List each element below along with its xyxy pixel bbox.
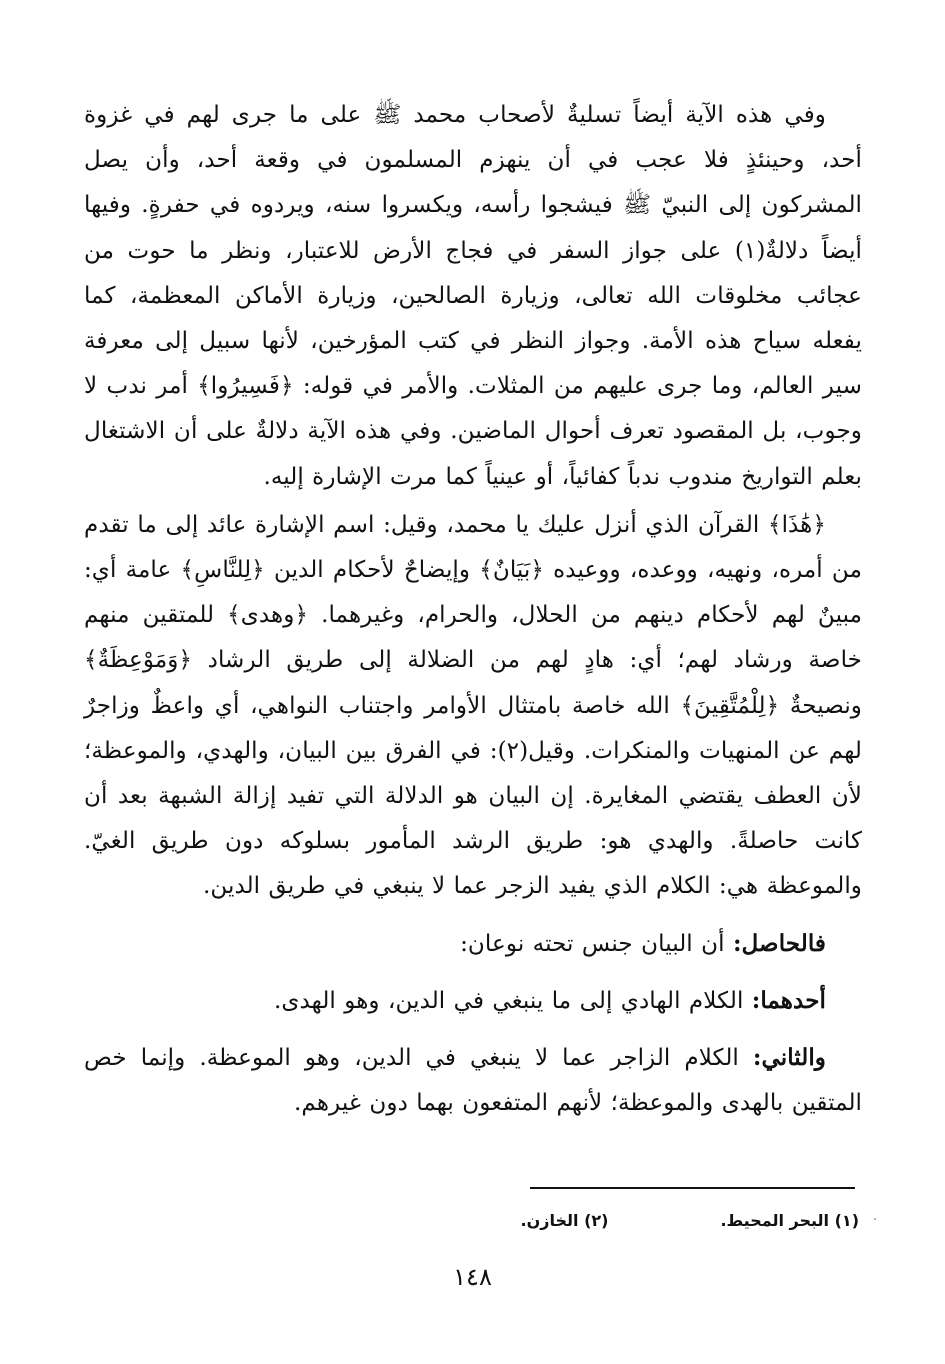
item-one-label: أحدهما: (751, 986, 826, 1014)
main-text (84, 92, 862, 1125)
footnote-separator (530, 1187, 855, 1189)
item-two-line (84, 1035, 862, 1125)
item-two-text: الكلام الزاجر عما لا ينبغي في الدين، وهو الموعظة. وإنما خص المتقين بالهدى والموعظة؛ لأنهم المتفعون بهما دون غيرهم. (84, 1044, 862, 1117)
item-one-text: الكلام الهادي إلى ما ينبغي في الدين، وهو الهدى. (273, 986, 752, 1014)
paragraph-2: ﴿هَٰذَا﴾ القرآن الذي أنزل عليك يا محمد، وقيل: اسم الإشارة عائد إلى ما تقدم من أمره، ونهيه، ووعده، ووعيده ﴿بَيَانٌ﴾ وإيضاحٌ لأحكام الدين ﴿لِلنَّاسِ﴾ عامة أي: مبينٌ لهم لأحكام دينهم من الحلال، والحرام، وغيرهما. ﴿وهدى﴾ للمتقين منهم خاصة ورشاد لهم؛ أي: هادٍ لهم من الضلالة إلى طريق الرشاد ﴿وَمَوْعِظَةٌ﴾ ونصيحةٌ ﴿لِلْمُتَّقِينَ﴾ الله خاصة بامتثال الأوامر واجتناب النواهي، أي واعظٌ وزاجرٌ لهم عن المنهيات والمنكرات. وقيل(٢): في الفرق بين البيان، والهدي، والموعظة؛ لأن العطف يقتضي المغايرة. إن البيان هو الدلالة التي تفيد إزالة الشبهة بعد أن كانت حاصلةً. والهدي هو: طريق الرشد المأمور بسلوكه دون طريق الغيّ. والموعظة هي: الكلام الذي يفيد الزجر عما لا ينبغي في طريق الدين. (84, 510, 862, 900)
margin-dot (874, 1218, 876, 1220)
footnote-1: (١) البحر المحيط. (720, 1211, 859, 1230)
footnotes (324, 1209, 859, 1233)
summary-label: فالحاصل: (732, 929, 826, 957)
footnote-2: (٢) الخازن. (520, 1211, 609, 1230)
item-two-label: والثاني: (752, 1044, 826, 1072)
item-one-line (84, 978, 862, 1023)
summary-line (84, 921, 862, 966)
paragraph-1: وفي هذه الآية أيضاً تسليةٌ لأصحاب محمد ﷺ على ما جرى لهم في غزوة أحد، وحينئذٍ فلا عجب في أن ينهزم المسلمون في وقعة أحد، وأن يصل المشركون إلى النبيّ ﷺ فيشجوا رأسه، ويكسروا سنه، ويردوه في حفرةٍ. وفيها أيضاً دلالةٌ(١) على جواز السفر في فجاج الأرض للاعتبار، ونظر ما حوت من عجائب مخلوقات الله تعالى، وزيارة الصالحين، وزيارة الأماكن المعظمة، كما يفعله سياح هذه الأمة. وجواز النظر في كتب المؤرخين، لأنها سبيل إلى معرفة سير العالم، وما جرى عليهم من المثلات. والأمر في قوله: ﴿فَسِيرُوا﴾ أمر ندب لا وجوب، بل المقصود تعرف أحوال الماضين. وفي هذه الآية دلالةٌ على أن الاشتغال بعلم التواريخ مندوب ندباً كفائياً، أو عينياً كما مرت الإشارة إليه. (84, 101, 862, 490)
summary-text: أن البيان جنس تحته نوعان: (460, 929, 733, 957)
page-number: ١٤٨ (453, 1263, 492, 1291)
